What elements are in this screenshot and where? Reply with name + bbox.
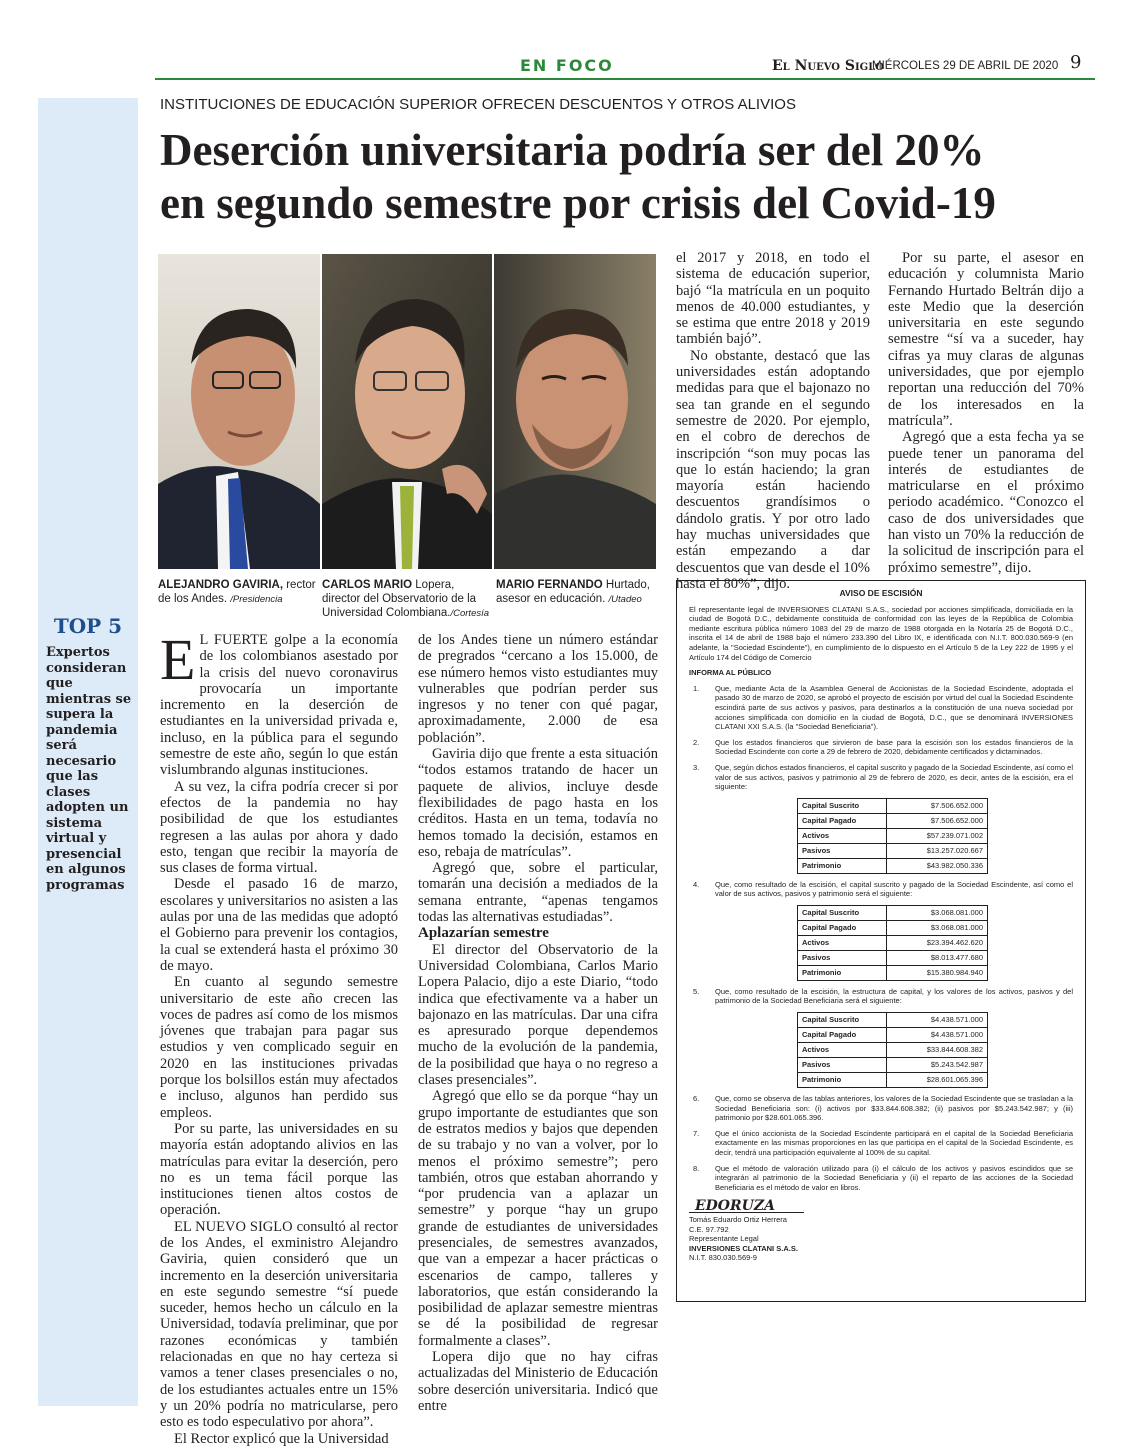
article-column-2 (418, 632, 658, 1414)
photo-alejandro-gaviria (158, 254, 320, 569)
notice-item: 4. Que, como resultado de la escisión, el capital suscrito y pagado de la Sociedad Escindente, así como el valor de sus activos, pasivos y patrimonio será el siguiente: (693, 879, 1073, 899)
signer-company: INVERSIONES CLATANI S.A.S. (689, 1243, 798, 1253)
photo-mario-fernando-hurtado (494, 254, 656, 569)
paragraph: Por su parte, el asesor en educación y columnista Mario Fernando Hurtado Beltrán dijo a este Medio que la deserción universitaria en este segundo semestre “sí va a suceder, hay cifras ya muy claras de algunas universidades, que por ejemplo reportan una reducción del 70% de los interesados en la matrícula”. (888, 250, 1084, 429)
table-row: Activos $57.239.071.002 (798, 828, 988, 843)
financial-table-escindente (797, 905, 988, 981)
article-column-4 (888, 250, 1084, 576)
article-column-1 (160, 627, 398, 1447)
signer-role: Representante Legal (689, 1234, 759, 1244)
notice-informs: INFORMA AL PÚBLICO (689, 668, 772, 678)
table-row: Capital Suscrito $3.068.081.000 (798, 905, 988, 920)
paragraph: Gaviria dijo que frente a esta situación “todos estamos tratando de hacer un paquete de alivios, incluye desde flexibilidades de pago hasta en los créditos. Hasta en un tema, todavía no hemos tomado la decisión, estamos en eso, rebaja de matrículas”. (418, 746, 658, 860)
signer-nit: N.I.T. 830.030.569-9 (689, 1253, 757, 1263)
caption-text: Lopera, director del Observatorio de la Universidad Colombiana. (322, 579, 477, 619)
paragraph: No obstante, destacó que las universidades están adoptando medidas para que el bajonazo no sea tan grande en el segundo semestre de 2020. Por ejemplo, en el cobro de derechos de inscripción “son muy pocas las que lo están haciendo; la gran mayoría están haciendo descuentos grandísimos o dándolo gratis. Y por otro lado hay muchas universidades que están empezando a dar descuentos que van desde el 10% hasta el 80%”, dijo. (676, 347, 870, 592)
kicker: INSTITUCIONES DE EDUCACIÓN SUPERIOR OFRECEN DESCUENTOS Y OTROS ALIVIOS (160, 96, 796, 113)
handwritten-signature: EDORUZA (695, 1198, 775, 1215)
masthead: El Nuevo Siglo (772, 58, 884, 74)
signature-block (689, 1198, 1073, 1263)
article-column-3 (676, 250, 870, 592)
headline (160, 124, 1100, 230)
signer-id: C.E. 97.792 (689, 1224, 729, 1234)
table-row: Capital Pagado $4.438.571.000 (798, 1028, 988, 1043)
signer-name: Tomás Eduardo Ortiz Herrera (689, 1215, 787, 1224)
subheading: Aplazarían semestre (418, 925, 549, 942)
paragraph: En cuanto al segundo semestre universitario de este año crecen las voces de padres así como de los mismos jóvenes que trabajan para pagar sus estudios y ven complicado seguir en 2020 en las instituciones privadas porque los bolsillos están muy afectados e incluso, algunos han perdido sus empleos. (160, 974, 398, 1121)
paragraph: Lopera dijo que no hay cifras actualizadas del Ministerio de Educación sobre deserción universitaria. Indicó que entre (418, 1349, 658, 1414)
headline-line-1: Deserción universitaria podría ser del 20% (160, 125, 985, 175)
paragraph: Desde el pasado 16 de marzo, escolares y universitarios no asisten a las aulas por una de las medidas que adoptó el Gobierno para prevenir los contagios, la cual se extenderá hasta el próximo 30 de mayo. (160, 876, 398, 974)
financial-table-before (797, 798, 988, 874)
caption-credit: /Presidencia (230, 594, 283, 605)
paragraph: El Rector explicó que la Universidad (174, 1430, 389, 1447)
caption-hurtado (496, 578, 656, 607)
table-row: Activos $23.394.462.620 (798, 935, 988, 950)
financial-table-beneficiaria (797, 1012, 988, 1088)
table-row: Pasivos $8.013.477.680 (798, 950, 988, 965)
paragraph: EL NUEVO SIGLO consultó al rector de los Andes, el exministro Alejandro Gaviria, quien consideró que un incremento en la deserción universitaria en este segundo semestre “sí puede suceder, hemos hecho un cálculo en la Universidad, todavía preliminar, que por razones económicas y también relacionadas en que no hay certeza si vamos a tener clases presenciales o no, de los estudiantes actuales entre un 15% y un 20% podría no matricularse, pero esto es todo especulativo por ahora”. (160, 1218, 398, 1431)
photo-carlos-mario-lopera (322, 254, 492, 569)
notice-item: 7. Que el único accionista de la Sociedad Escindente participará en el capital de la Sociedad Beneficiaria exactamente en las mismas proporciones en las que participa en el capital de la Sociedad Escindente, es decir, tendrá una participación equivalente al 100% de su capital. (693, 1128, 1073, 1158)
issue-date: MIÉRCOLES 29 DE ABRIL DE 2020 (872, 60, 1059, 72)
paragraph-lead: E L FUERTE golpe a la economía de los colombianos asestado por la crisis del nuevo coronavirus provocaría un importante incremento en la deserción de estudiantes en la universidad privada e, incluso, en la pública para el segundo semestre de este año, según lo que están vislumbrando algunas instituciones. (160, 627, 398, 779)
paragraph: Por su parte, las universidades en su mayoría están adoptando alivios en las matrículas para evitar la deserción, pero no es un tema fácil porque las instituciones tienen altos costos de operación. (160, 1120, 398, 1219)
page-number: 9 (1070, 52, 1082, 73)
table-row: Capital Pagado $7.506.652.000 (798, 813, 988, 828)
sidebar-title: TOP 5 (53, 614, 123, 638)
caption-credit: /Cortesía (450, 608, 490, 619)
paragraph: A su vez, la cifra podría crecer si por efectos de la pandemia no hay posibilidad de que los estudiantes regresen a las aulas por ahora y dado esto, tengan que recibir la mayoría de sus clases de forma virtual. (160, 778, 398, 877)
table-row: Patrimonio $43.982.050.336 (798, 858, 988, 873)
header-rule (155, 78, 1095, 80)
notice-item: 5. Que, como resultado de la escisión, la estructura de capital, y los valores de los activos, pasivos y del patrimonio de la Sociedad Beneficiaria será el siguiente: (693, 986, 1073, 1006)
table-row: Activos $33.844.608.382 (798, 1043, 988, 1058)
table-row: Capital Suscrito $7.506.652.000 (798, 798, 988, 813)
headline-line-2: en segundo semestre por crisis del Covid-19 (160, 178, 996, 228)
caption-name: MARIO FERNANDO (496, 579, 603, 591)
paragraph: de los Andes tiene un número estándar de pregrados “cercano a los 15.000, de ese número hemos visto estudiantes muy vulnerables que podrían perder sus ingresos y no tener con qué pagar, aproximadamente, 2.000 de esa población”. (418, 632, 658, 746)
paragraph: el 2017 y 2018, en todo el sistema de educación superior, bajó “la matrícula en un poquito menos de 40.000 estudiantes, y se estima que entre 2018 y 2019 también bajó”. (676, 250, 870, 348)
caption-text: rector de los Andes. (158, 579, 316, 605)
table-row: Capital Suscrito $4.438.571.000 (798, 1013, 988, 1028)
table-row: Pasivos $13.257.020.667 (798, 843, 988, 858)
caption-text: Hurtado, asesor en educación. (496, 579, 651, 605)
notice-title: AVISO DE ESCISIÓN (839, 588, 923, 598)
caption-name: ALEJANDRO GAVIRIA, (158, 579, 284, 591)
paragraph: Agregó que, sobre el particular, tomarán una decisión a mediados de la semana entrante, “apenas tengamos todas las alternativas estudiadas”. (418, 860, 658, 926)
caption-lopera (322, 578, 492, 621)
table-row: Pasivos $5.243.542.987 (798, 1058, 988, 1073)
drop-cap: E (160, 627, 196, 692)
caption-name: CARLOS MARIO (322, 579, 413, 591)
paragraph: Agregó que ello se da porque “hay un grupo importante de estudiantes que son de estratos medios y bajos que dependen de su trabajo y no van a volver, por lo menos el próximo semestre”; pero también, otros que estaban ahorrando y “por prudencia van a aplazar un semestre” y porque “hay un grupo grande de estudiantes de universidades presenciales, de semestres avanzados, que van a empezar a hacer prácticas o escenarios de campo, talleres y laboratorios, que están considerando la posibilidad de aplazar semestre mientras se dé la posibilidad de regresar formalmente a clases”. (418, 1088, 658, 1349)
notice-intro: El representante legal de INVERSIONES CLATANI S.A.S., sociedad por acciones simplificada, domiciliada en la ciudad de Bogotá D.C., debidamente constituida de conformidad con las leyes de la República de Colombia mediante escritura pública número 1083 del 29 de marzo de 1988 otorgada en la Notaría 25 de Bogotá D.C., inscrita el 14 de abril de 1988 bajo el número 233.390 del Libro IX, e identificada con N.I.T. 800.030.569-9 (en adelante, la "Sociedad Escindente"), en cumplimiento de lo dispuesto en el Artículo 5 de la Ley 222 de 1995 y el Artículo 174 del Código de Comercio (689, 604, 1073, 662)
notice-item: 3. Que, según dichos estados financieros, el capital suscrito y pagado de la Sociedad Escindente, así como el valor de sus activos, pasivos y patrimonio al 29 de febrero de 2020, es decir, antes de la escisión, era el siguiente: (693, 762, 1073, 792)
section-label: EN FOCO (520, 56, 614, 75)
legal-notice-box (676, 580, 1086, 1302)
sidebar-text: Expertos consideran que mientras se supera la pandemia será necesario que las clases adopten un sistema virtual y presencial en algunos programas (46, 645, 132, 893)
notice-item: 8. Que el método de valoración utilizado para (i) el cálculo de los activos y pasivos escindidos que se integrarán al patrimonio de la Sociedad Beneficiaria y (ii) el reparto de las acciones de la Sociedad Beneficiaria es el método de valor en libros. (693, 1163, 1073, 1192)
paragraph: El director del Observatorio de la Universidad Colombiana, Carlos Mario Lopera Palacio, dijo a este Diario, “todo indica que efectivamente va a haber un bajonazo en las matrículas. Dar una cifra es apresurado porque dependemos mucho de la evolución de la pandemia, de la posibilidad que haya o no regreso a clases presenciales”. (418, 941, 658, 1089)
caption-gaviria (158, 578, 318, 607)
table-row: Capital Pagado $3.068.081.000 (798, 920, 988, 935)
notice-item: 2. Que los estados financieros que sirvieron de base para la escisión son los estados financieros de la Sociedad Escindente con corte a 29 de febrero de 2020, debidamente certificados y dictaminados. (693, 737, 1073, 757)
caption-credit: /Utadeo (608, 594, 642, 605)
notice-item: 6. Que, como se observa de las tablas anteriores, los valores de la Sociedad Escindente que se trasladan a la Sociedad Beneficiaria son: (i) activos por $33.844.608.382; (ii) pasivos por $5.243.542.987; y (iii) patrimonio por $28.601.065.396. (693, 1094, 1073, 1123)
paragraph: Agregó que a esta fecha ya se puede tener un panorama del interés de estudiantes de matricularse en el próximo periodo académico. “Conozco el caso de dos universidades que han visto un 70% la reducción de la solicitud de inscripción para el próximo semestre”, dijo. (888, 429, 1084, 576)
table-row: Patrimonio $15.380.984.940 (798, 965, 988, 980)
table-row: Patrimonio $28.601.065.396 (798, 1073, 988, 1088)
notice-item: 1. Que, mediante Acta de la Asamblea General de Accionistas de la Sociedad Escindente, adoptada el pasado 30 de marzo de 2020, se aprobó el proyecto de escisión por virtud del cual la Sociedad Escindente escindirá parte de sus activos y pasivos, para destinarlos a la constitución de una nueva sociedad por acciones simplificada con domicilio en la ciudad de Bogotá, D.C., que se denominará INVERSIONES CLATANI XXI S.A.S. (la "Sociedad Beneficiaria"). (693, 683, 1073, 732)
